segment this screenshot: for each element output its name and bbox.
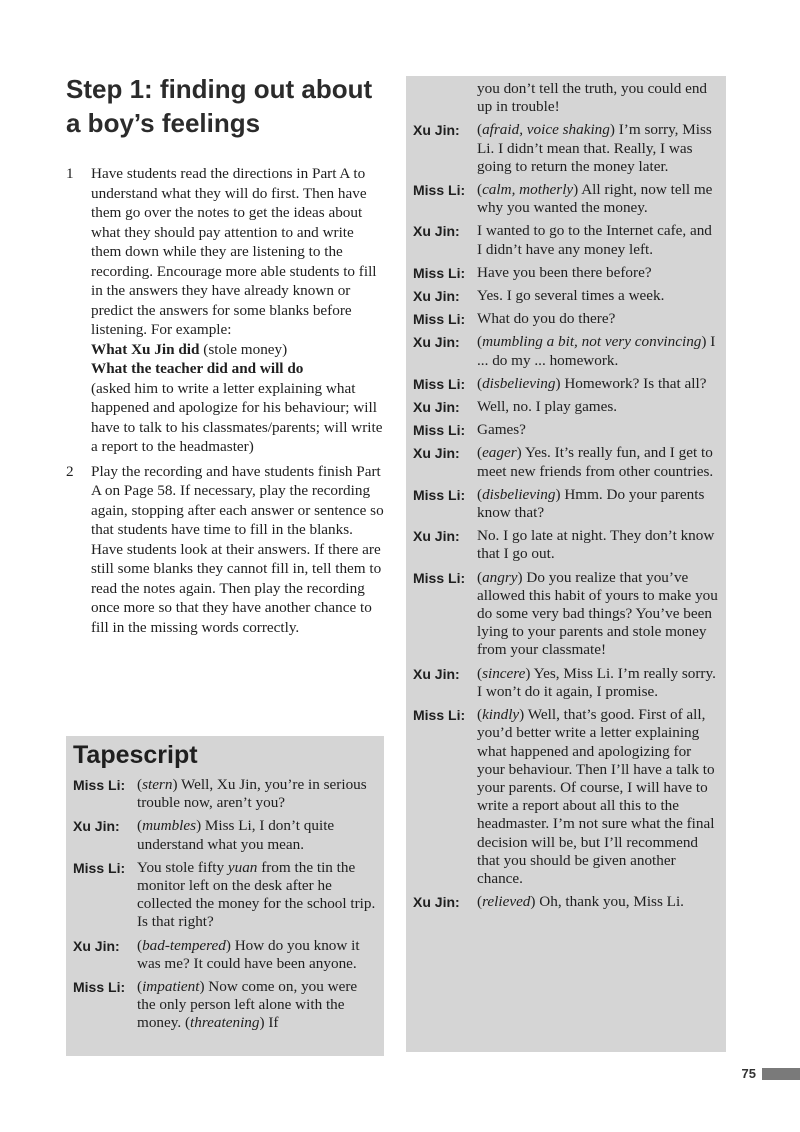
instruction-item: [66, 462, 386, 638]
speaker-name: Miss Li:: [73, 979, 126, 996]
dialogue-line: [413, 421, 720, 439]
dialogue-line: [73, 817, 378, 853]
speaker-name: Xu Jin:: [413, 399, 460, 416]
line-text: Now come on, you were the only person left alone with the money.: [137, 978, 358, 1032]
dialogue-text: (relieved) Oh, thank you, Miss Li.: [477, 893, 684, 911]
dialogue-text: [137, 859, 378, 932]
speaker-name: Xu Jin:: [413, 122, 460, 139]
speaker-name: Miss Li:: [73, 859, 126, 876]
line-text: You stole fifty: [137, 858, 225, 876]
line-text: If: [268, 1014, 279, 1032]
speaker-name: Xu Jin:: [413, 665, 460, 682]
dialogue-text: (afraid, voice shaking) I’m sorry, Miss Li. I didn’t mean that. Really, I was going to return the money later.: [477, 121, 712, 175]
emphasis: yuan: [227, 858, 258, 876]
line-text: Games?: [477, 421, 526, 439]
line-text: Well, no. I play games.: [477, 398, 618, 416]
speaker-name: Xu Jin:: [413, 288, 460, 305]
speaker-name: Xu Jin:: [73, 937, 120, 954]
line-text: Miss Li, I don’t quite understand what you mean.: [137, 817, 335, 853]
dialogue-line: [413, 181, 720, 217]
instruction-item: [66, 164, 386, 457]
speaker-name: Xu Jin:: [413, 334, 460, 351]
example-2: [91, 359, 386, 457]
example-1: [91, 340, 386, 360]
item-text: Play the recording and have students finish Part A on Page 58. If necessary, play the recording again, stopping after each answer or sentence so that students have time to fill in the blanks. Have students look at their answers. If there are still some blanks they cannot fill in, tell them to read the notes again. Then play the recording once more so that they have another chance to fill in the missing words correctly.: [91, 462, 384, 636]
dialogue-text: (eager) Yes. It’s really fun, and I get to meet new friends from other countries.: [477, 444, 714, 480]
speaker-name: Miss Li:: [413, 182, 466, 199]
speaker-name: Miss Li:: [73, 777, 126, 793]
step-title: Step 1: finding out about a boy’s feelings: [66, 74, 373, 138]
example-1-text: (stole money): [203, 340, 288, 358]
speaker-name: Xu Jin:: [413, 223, 460, 240]
dialogue-text: [477, 527, 720, 563]
stage-direction: mumbles: [142, 817, 197, 835]
dialogue-line: [413, 706, 720, 888]
line-text: Yes. It’s really fun, and I get to meet new friends from other countries.: [477, 444, 714, 480]
line-text: I’m sorry, Miss Li. I didn’t mean that. Really, I was going to return the money later.: [477, 121, 712, 175]
speaker-name: Xu Jin:: [413, 894, 460, 911]
dialogue-line: [413, 527, 720, 563]
tapescript-title: Tapescript: [73, 741, 198, 769]
stage-direction: stern: [142, 776, 173, 793]
speaker-name: Miss Li:: [413, 311, 466, 328]
line-text: I wanted to go to the Internet cafe, and I didn’t have any money left.: [477, 222, 712, 258]
line-text: Do you realize that you’ve allowed this habit of yours to make you do some very bad things? You’ve been lying to your parents and stole money from your classmate!: [477, 568, 718, 659]
example-1-label: What Xu Jin did: [91, 340, 200, 358]
dialogue-text: (disbelieving) Hmm. Do your parents know that?: [477, 485, 705, 522]
dialogue-text: [477, 80, 720, 116]
speaker-name: [413, 80, 477, 116]
dialogue-text: [477, 310, 720, 328]
dialogue-line: [413, 893, 720, 911]
dialogue-line: [413, 80, 720, 116]
dialogue-text: [477, 222, 720, 258]
line-text: you don’t tell the truth, you could end up in trouble!: [477, 80, 708, 116]
line-text: What do you do there?: [477, 310, 616, 328]
page-number-bar: [762, 1068, 800, 1080]
speaker-name: Miss Li:: [413, 375, 466, 392]
dialogue-text: (calm, motherly) All right, now tell me why you wanted the money.: [477, 181, 713, 217]
item-number: 2: [66, 462, 74, 480]
line-text: Oh, thank you, Miss Li.: [539, 893, 684, 911]
dialogue-text: (kindly) Well, that’s good. First of all, you’d better write a letter explaining what happened and apologizing for your behaviour. Then I’ll have a talk to your parents. Of course, I will have to write a report about all this to the headmaster. I’m not sure what the final decision will be, but I’ll recommend that you should be given another chance.: [477, 706, 715, 887]
stage-direction: calm, motherly: [482, 181, 574, 199]
stage-direction: angry: [482, 568, 518, 586]
speaker-name: Xu Jin:: [73, 818, 120, 835]
dialogue-line: [73, 937, 378, 973]
stage-direction: disbelieving: [482, 485, 556, 503]
speaker-name: Miss Li:: [413, 707, 466, 724]
dialogue-line: [413, 222, 720, 258]
line-text: Hmm. Do your parents know that?: [477, 485, 705, 522]
tapescript-box-right: [406, 76, 726, 1052]
stage-direction: impatient: [142, 978, 200, 996]
stage-direction: eager: [482, 444, 517, 462]
speaker-name: Miss Li:: [413, 569, 466, 586]
line-text: Yes. I go several times a week.: [477, 287, 665, 305]
dialogue-text: (sincere) Yes, Miss Li. I’m really sorry. I won’t do it again, I promise.: [477, 664, 716, 700]
stage-direction: kindly: [482, 706, 520, 724]
speaker-name: Xu Jin:: [413, 528, 460, 545]
tapescript-box-left: [66, 736, 384, 1056]
stage-direction: relieved: [482, 893, 531, 911]
dialogue-line: [73, 776, 378, 812]
speaker-name: Miss Li:: [413, 486, 466, 503]
example-2-label: What the teacher did and will do: [91, 360, 304, 377]
stage-direction: disbelieving: [482, 374, 556, 392]
line-text: from the tin the monitor left on the desk after he collected the money for the school trip. Is that right?: [137, 858, 376, 931]
dialogue-line: [413, 375, 720, 393]
dialogue-line: [413, 444, 720, 480]
dialogue-line: [413, 486, 720, 522]
dialogue-line: [73, 859, 378, 932]
stage-direction: threatening: [190, 1014, 260, 1032]
instruction-list: [66, 164, 386, 637]
line-text: Homework? Is that all?: [564, 374, 707, 392]
stage-direction: sincere: [482, 664, 526, 682]
dialogue-text: [477, 421, 720, 439]
speaker-name: Miss Li:: [413, 264, 466, 281]
dialogue-line: [413, 287, 720, 305]
line-text: All right, now tell me why you wanted the money.: [477, 181, 713, 217]
example-2-text: (asked him to write a letter explaining what happened and apologize for his behaviour; will have to talk to his classmates/parents; will write a report to the headmaster): [91, 379, 383, 455]
speaker-name: Xu Jin:: [413, 445, 460, 462]
step-section: [66, 72, 386, 642]
page-number: 75: [741, 1066, 756, 1081]
line-text: I ... do my ... homework.: [477, 333, 716, 369]
dialogue-line: [413, 333, 720, 369]
dialogue-line: [73, 978, 378, 1033]
dialogue-text: (impatient) Now come on, you were the only person left alone with the money. (threatening) If: [137, 978, 358, 1032]
stage-direction: bad-tempered: [142, 936, 226, 954]
dialogue-text: (angry) Do you realize that you’ve allowed this habit of yours to make you do some very bad things? You’ve been lying to your parents and stole money from your classmate!: [477, 568, 718, 659]
line-text: Well, Xu Jin, you’re in serious trouble now, aren’t you?: [137, 776, 367, 812]
dialogue-text: (bad-tempered) How do you know it was me? It could have been anyone.: [137, 936, 360, 972]
dialogue-text: (disbelieving) Homework? Is that all?: [477, 374, 707, 392]
dialogue-line: [413, 665, 720, 701]
stage-direction: afraid, voice shaking: [482, 121, 610, 139]
speaker-name: Miss Li:: [413, 422, 466, 439]
line-text: Well, that’s good. First of all, you’d better write a letter explaining what happened and apologizing for your behaviour. Then I’ll have a talk to your parents. Of course, I will have to write a report about all this to the headmaster. I’m not sure what the final decision will be, but I’ll recommend that you should be given another chance.: [477, 706, 715, 887]
dialogue-left: [66, 770, 384, 1033]
dialogue-text: (mumbling a bit, not very convincing) I ... do my ... homework.: [477, 333, 716, 369]
dialogue-line: [413, 398, 720, 416]
dialogue-text: [477, 264, 720, 282]
dialogue-line: [413, 569, 720, 660]
dialogue-right: [406, 76, 726, 911]
dialogue-line: [413, 121, 720, 176]
dialogue-text: [477, 287, 720, 305]
dialogue-text: (mumbles) Miss Li, I don’t quite understand what you mean.: [137, 817, 335, 853]
line-text: Have you been there before?: [477, 263, 652, 281]
dialogue-text: [477, 398, 720, 416]
line-text: Yes, Miss Li. I’m really sorry. I won’t do it again, I promise.: [477, 664, 716, 700]
dialogue-line: [413, 264, 720, 282]
line-text: No. I go late at night. They don’t know that I go out.: [477, 527, 715, 563]
item-text: Have students read the directions in Part A to understand what they will do first. Then have them go over the notes to get the ideas about what they should pay attention to and write them down while they are listening to the recording. Encourage more able students to fill in the answers they have already known or predict the answers for some blanks before listening. For example:: [91, 165, 377, 338]
stage-direction: mumbling a bit, not very convincing: [482, 333, 702, 351]
item-number: 1: [66, 165, 74, 182]
dialogue-line: [413, 310, 720, 328]
line-text: How do you know it was me? It could have been anyone.: [137, 936, 360, 972]
dialogue-text: (stern) Well, Xu Jin, you’re in serious trouble now, aren’t you?: [137, 776, 367, 812]
